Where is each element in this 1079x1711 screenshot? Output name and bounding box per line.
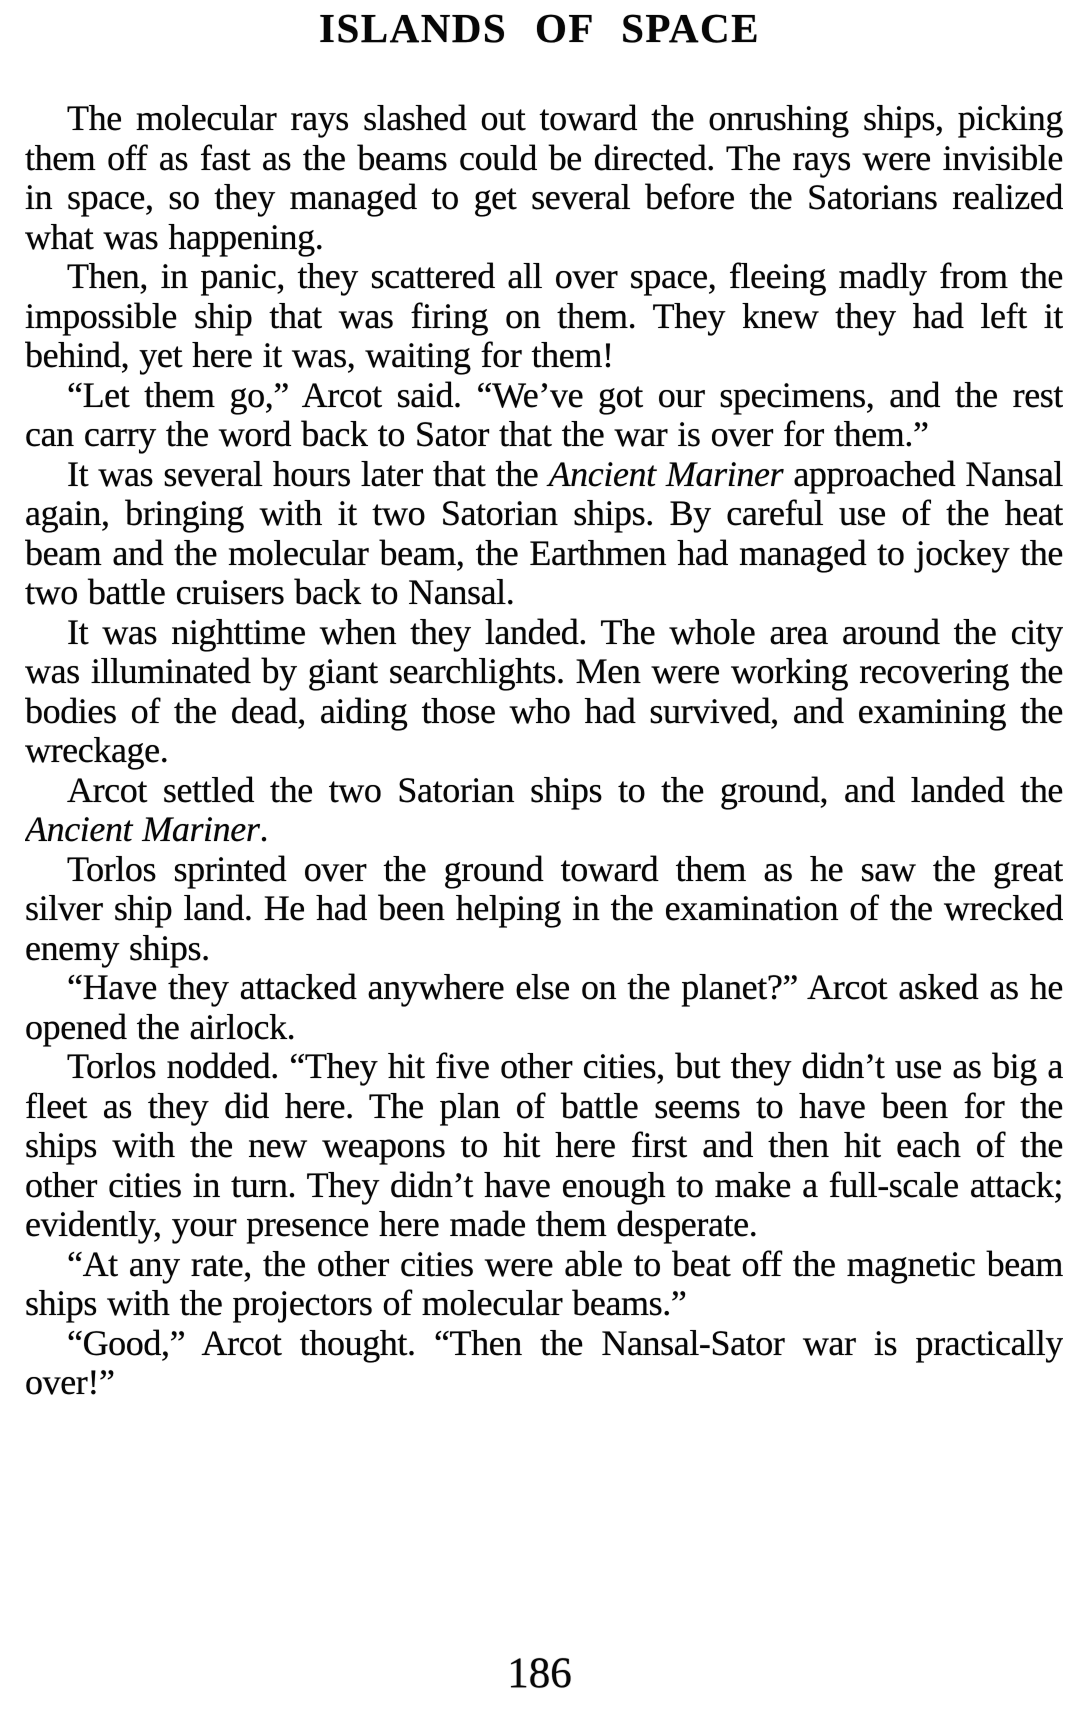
text-segment: “Let them go,” Arcot said. “We’ve got our specimens, and the rest can carry the word back to Sator that the war is over for them.” (25, 374, 1063, 454)
text-segment: Torlos nodded. “They hit five other cities, but they didn’t use as big a fleet as they did here. The plan of battle seems to have been for the ships with the new weapons to hit here first and then hit each of the other cities in turn. They didn’t have enough to make a full-scale attack; evidently, your presence here made them desperate. (25, 1046, 1063, 1244)
paragraph (25, 99, 1063, 257)
paragraph (25, 771, 1063, 850)
text-segment: “At any rate, the other cities were able to beat off the magnetic beam ships with the projectors of molecular beams.” (25, 1243, 1063, 1323)
paragraph (25, 613, 1063, 771)
paragraph (25, 1245, 1063, 1324)
text-segment: “Have they attacked anywhere else on the planet?” Arcot asked as he opened the airlock. (25, 967, 1063, 1047)
text-segment: . (259, 809, 269, 849)
page-number: 186 (507, 1650, 572, 1697)
paragraph (25, 455, 1063, 613)
text-segment: Torlos sprinted over the ground toward them as he saw the great silver ship land. He had been helping in the examination of the wrecked enemy ships. (25, 848, 1063, 968)
italic-text-segment: Ancient Mariner (548, 453, 784, 494)
italic-text-segment: Ancient Mariner (25, 809, 260, 849)
paragraph (25, 1324, 1063, 1403)
text-segment: Then, in panic, they scattered all over space, fleeing madly from the impossible ship that was firing on them. They knew they had left it behind, yet here it was, waiting for them! (25, 256, 1063, 375)
text-segment: It was several hours later that the (67, 453, 549, 494)
text-segment: approached Nansal again, bringing with it two Satorian ships. By careful use of the heat beam and the molecular beam, the Earthmen had managed to jockey the two battle cruisers back to Nansal. (25, 453, 1063, 612)
paragraph (25, 1047, 1063, 1245)
running-head-title: ISLANDS OF SPACE (318, 5, 760, 51)
text-segment: The molecular rays slashed out toward the onrushing ships, picking them off as fast as the beams could be directed. The rays were invisible in space, so they managed to get several before the Satorians realized what was happening. (25, 99, 1063, 257)
text-segment: “Good,” Arcot thought. “Then the Nansal-Sator war is practically over!” (25, 1322, 1063, 1402)
paragraph (25, 968, 1063, 1047)
page-body (25, 99, 1063, 1629)
paragraph (25, 850, 1063, 969)
text-segment: Arcot settled the two Satorian ships to the ground, and landed the (67, 769, 1063, 810)
paragraph (25, 257, 1063, 376)
text-segment: It was nighttime when they landed. The whole area around the city was illuminated by giant searchlights. Men were working recovering the bodies of the dead, aiding those who had survived, and examining the wreckage. (25, 611, 1063, 770)
paragraph (25, 376, 1063, 455)
